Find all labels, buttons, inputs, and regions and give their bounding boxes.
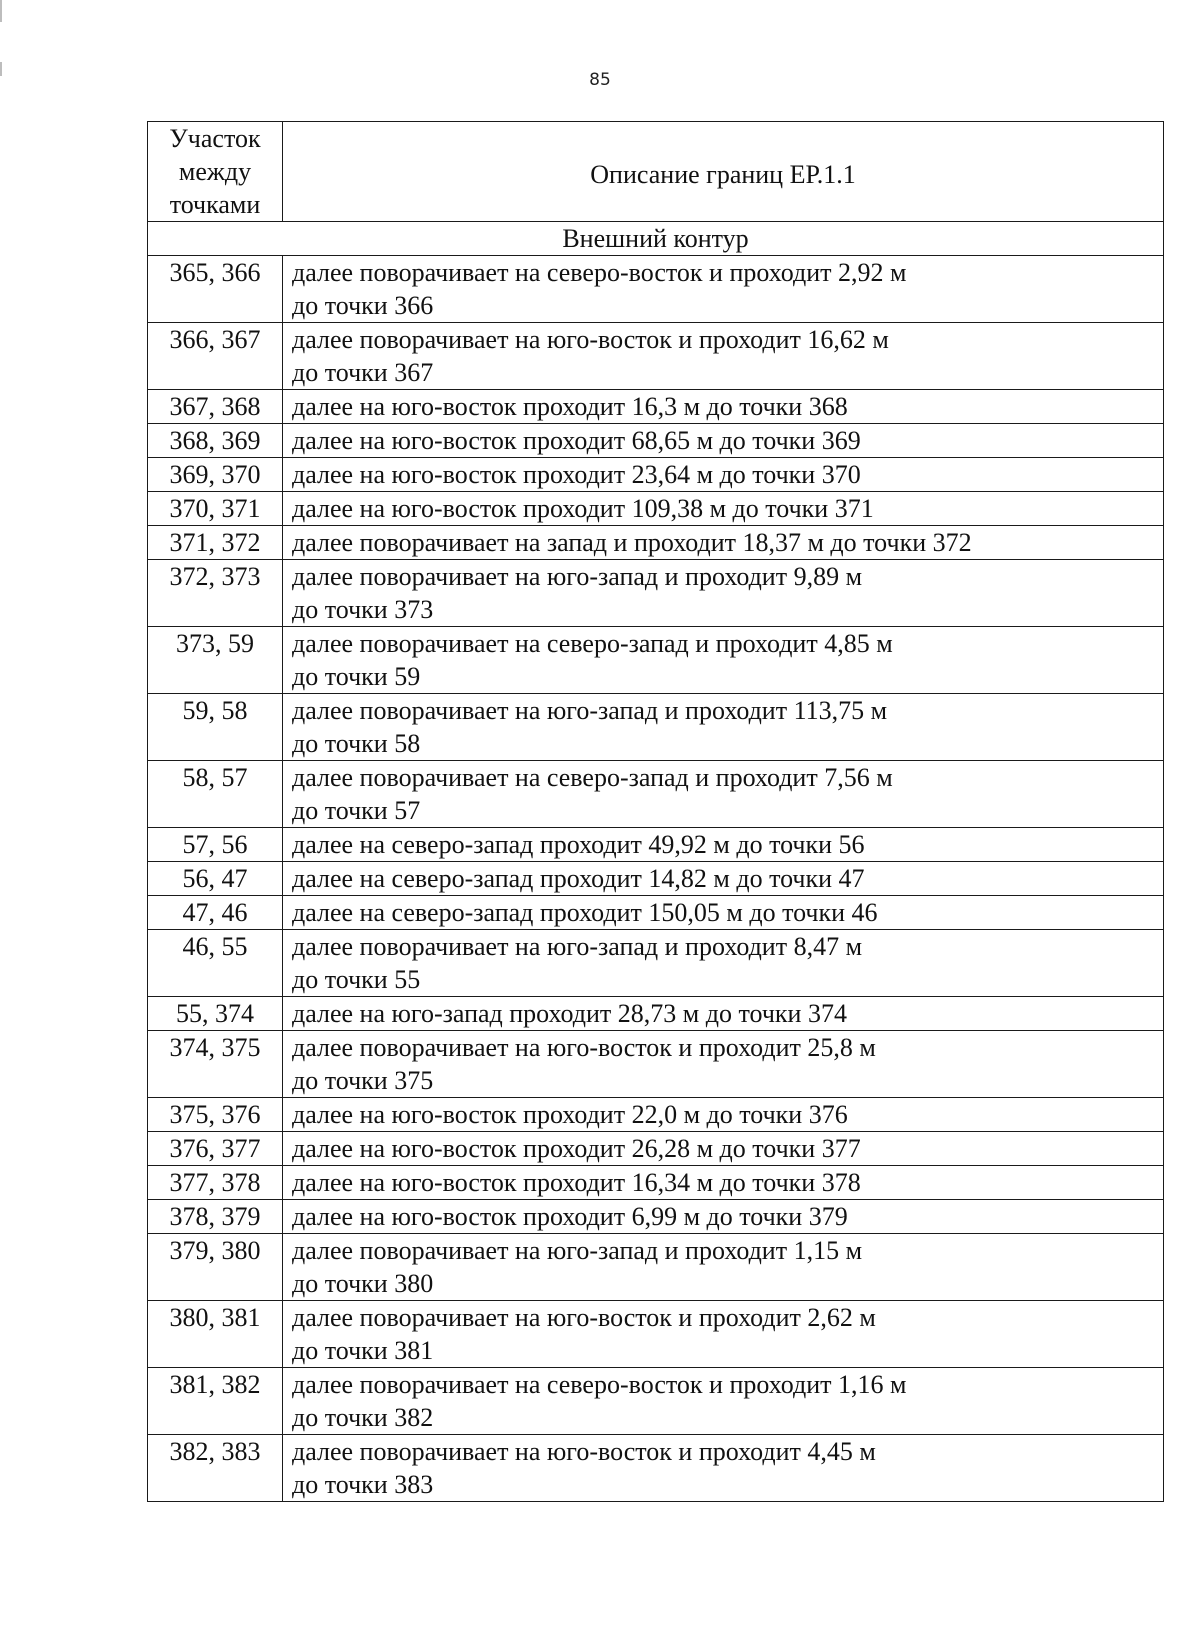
table-row (148, 256, 1164, 323)
description-line: до точки 375 (292, 1066, 434, 1095)
table-row (148, 1166, 1164, 1200)
segment-cell: 365, 366 (148, 256, 283, 323)
description-line: далее на юго-восток проходит 16,34 м до точки 378 (292, 1168, 861, 1197)
description-line: до точки 58 (292, 729, 421, 758)
description-cell (283, 930, 1164, 997)
segment-cell: 59, 58 (148, 694, 283, 761)
description-cell (283, 896, 1164, 930)
description-cell (283, 560, 1164, 627)
segment-cell: 47, 46 (148, 896, 283, 930)
description-line: далее на юго-восток проходит 68,65 м до точки 369 (292, 426, 861, 455)
description-line: до точки 373 (292, 595, 434, 624)
table-row (148, 896, 1164, 930)
table-row (148, 1200, 1164, 1234)
description-line: далее поворачивает на северо-восток и проходит 1,16 м (292, 1370, 907, 1399)
table-row (148, 526, 1164, 560)
table-row (148, 1132, 1164, 1166)
description-cell (283, 1132, 1164, 1166)
description-cell (283, 323, 1164, 390)
segment-cell: 56, 47 (148, 862, 283, 896)
description-cell (283, 1166, 1164, 1200)
description-line: до точки 59 (292, 662, 421, 691)
description-cell (283, 526, 1164, 560)
description-line: до точки 382 (292, 1403, 434, 1432)
description-line: далее поворачивает на запад и проходит 18,37 м до точки 372 (292, 528, 972, 557)
description-line: далее на юго-восток проходит 23,64 м до точки 370 (292, 460, 861, 489)
description-cell (283, 694, 1164, 761)
table-row (148, 458, 1164, 492)
description-line: далее на юго-восток проходит 16,3 м до точки 368 (292, 392, 848, 421)
description-line: до точки 367 (292, 358, 434, 387)
description-cell (283, 1435, 1164, 1502)
section-title: Внешний контур (148, 222, 1164, 256)
description-cell (283, 627, 1164, 694)
page-number: 85 (589, 70, 611, 90)
description-cell (283, 492, 1164, 526)
table-row (148, 1435, 1164, 1502)
description-line: далее на юго-восток проходит 109,38 м до точки 371 (292, 494, 874, 523)
segment-cell: 369, 370 (148, 458, 283, 492)
description-line: далее на северо-запад проходит 14,82 м до точки 47 (292, 864, 865, 893)
table-row (148, 694, 1164, 761)
segment-cell: 381, 382 (148, 1368, 283, 1435)
segment-cell: 58, 57 (148, 761, 283, 828)
table-row (148, 997, 1164, 1031)
description-cell (283, 458, 1164, 492)
description-line: далее на северо-запад проходит 150,05 м до точки 46 (292, 898, 878, 927)
segment-cell: 374, 375 (148, 1031, 283, 1098)
table-row (148, 492, 1164, 526)
description-line: до точки 55 (292, 965, 421, 994)
segment-cell: 377, 378 (148, 1166, 283, 1200)
description-line: далее на северо-запад проходит 49,92 м до точки 56 (292, 830, 865, 859)
description-line: далее поворачивает на юго-восток и проходит 2,62 м (292, 1303, 876, 1332)
table-row (148, 390, 1164, 424)
segment-cell: 57, 56 (148, 828, 283, 862)
scan-edge-mark (0, 0, 2, 22)
description-line: далее поворачивает на юго-запад и проходит 113,75 м (292, 696, 888, 725)
boundary-description-table (147, 121, 1164, 1502)
table-row (148, 761, 1164, 828)
description-line: далее поворачивает на юго-запад и проходит 1,15 м (292, 1236, 863, 1265)
description-cell (283, 424, 1164, 458)
table-row (148, 560, 1164, 627)
description-cell (283, 761, 1164, 828)
description-line: до точки 381 (292, 1336, 434, 1365)
description-line: далее поворачивает на юго-восток и проходит 4,45 м (292, 1437, 876, 1466)
segment-header-line: точками (169, 190, 261, 219)
segment-cell: 368, 369 (148, 424, 283, 458)
description-cell (283, 1301, 1164, 1368)
description-line: далее поворачивает на северо-запад и проходит 4,85 м (292, 629, 893, 658)
description-cell (283, 862, 1164, 896)
segment-header-line: Участок (169, 124, 261, 153)
table-row (148, 828, 1164, 862)
description-line: до точки 366 (292, 291, 434, 320)
table-row (148, 1301, 1164, 1368)
description-line: далее поворачивает на северо-восток и проходит 2,92 м (292, 258, 907, 287)
segment-cell: 367, 368 (148, 390, 283, 424)
segment-cell: 380, 381 (148, 1301, 283, 1368)
description-line: далее поворачивает на юго-запад и проходит 9,89 м (292, 562, 863, 591)
table-row (148, 862, 1164, 896)
segment-cell: 378, 379 (148, 1200, 283, 1234)
segment-header-line: между (178, 157, 252, 186)
description-cell (283, 1200, 1164, 1234)
description-line: до точки 57 (292, 796, 421, 825)
boundary-table-container (147, 121, 1163, 1502)
description-cell (283, 997, 1164, 1031)
description-cell (283, 256, 1164, 323)
section-row (148, 222, 1164, 256)
description-line: далее на юго-восток проходит 6,99 м до точки 379 (292, 1202, 848, 1231)
segment-cell: 371, 372 (148, 526, 283, 560)
table-row (148, 1368, 1164, 1435)
description-line: далее поворачивает на юго-восток и проходит 16,62 м (292, 325, 889, 354)
description-line: далее поворачивает на северо-запад и проходит 7,56 м (292, 763, 893, 792)
table-row (148, 1098, 1164, 1132)
description-line: до точки 380 (292, 1269, 434, 1298)
description-line: до точки 383 (292, 1470, 434, 1499)
table-row (148, 1031, 1164, 1098)
segment-cell: 46, 55 (148, 930, 283, 997)
segment-cell: 372, 373 (148, 560, 283, 627)
segment-cell: 366, 367 (148, 323, 283, 390)
segment-cell: 373, 59 (148, 627, 283, 694)
table-row (148, 424, 1164, 458)
segment-cell: 55, 374 (148, 997, 283, 1031)
segment-cell: 370, 371 (148, 492, 283, 526)
table-row (148, 930, 1164, 997)
description-cell (283, 828, 1164, 862)
segment-cell: 382, 383 (148, 1435, 283, 1502)
description-cell (283, 390, 1164, 424)
table-header-row (148, 122, 1164, 222)
segment-cell: 379, 380 (148, 1234, 283, 1301)
description-line: далее поворачивает на юго-восток и проходит 25,8 м (292, 1033, 876, 1062)
table-row (148, 627, 1164, 694)
description-cell (283, 1098, 1164, 1132)
description-column-header: Описание границ ЕР.1.1 (283, 122, 1164, 222)
table-row (148, 1234, 1164, 1301)
description-line: далее поворачивает на юго-запад и проходит 8,47 м (292, 932, 863, 961)
segment-cell: 375, 376 (148, 1098, 283, 1132)
description-cell (283, 1234, 1164, 1301)
description-line: далее на юго-восток проходит 22,0 м до точки 376 (292, 1100, 848, 1129)
description-cell (283, 1031, 1164, 1098)
segment-cell: 376, 377 (148, 1132, 283, 1166)
segment-column-header (148, 122, 283, 222)
description-line: далее на юго-восток проходит 26,28 м до точки 377 (292, 1134, 861, 1163)
description-line: далее на юго-запад проходит 28,73 м до точки 374 (292, 999, 847, 1028)
description-cell (283, 1368, 1164, 1435)
table-row (148, 323, 1164, 390)
